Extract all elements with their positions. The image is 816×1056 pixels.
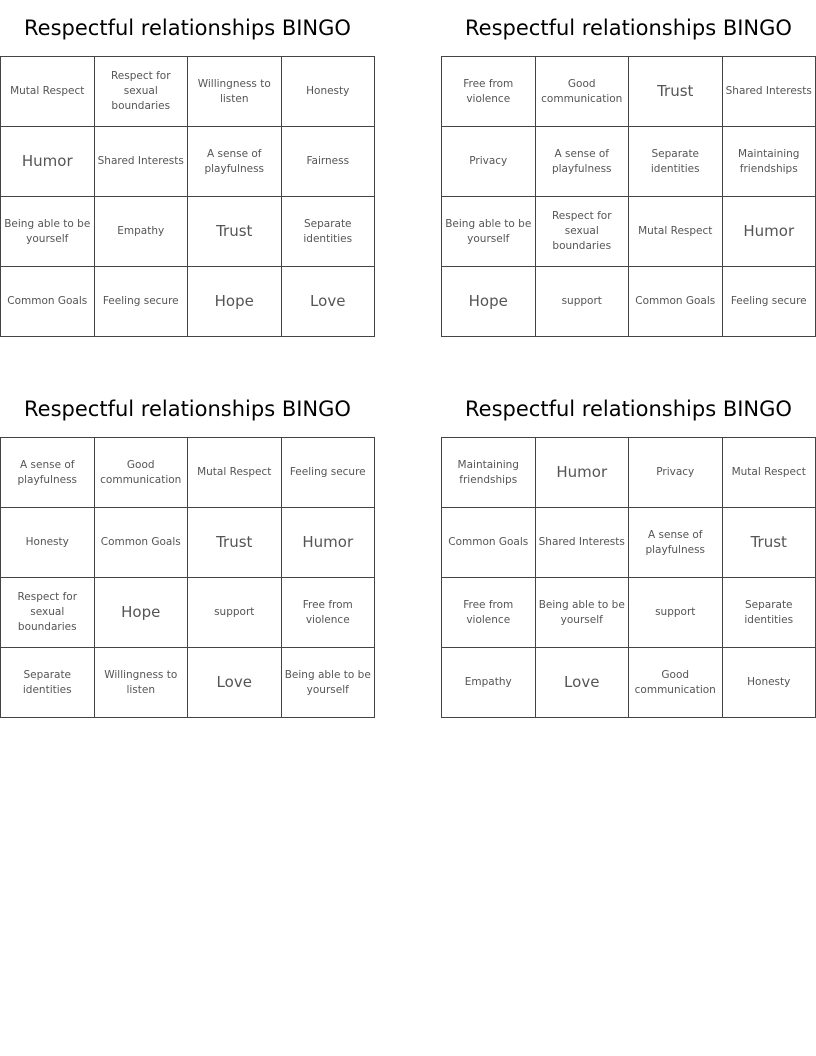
- bingo-cell: Respect for sexual boundaries: [1, 578, 95, 648]
- bingo-card-2: [441, 0, 816, 337]
- bingo-cell: Being able to be yourself: [536, 578, 630, 648]
- bingo-cell: Feeling secure: [723, 267, 816, 337]
- bingo-cell: Free from violence: [442, 578, 536, 648]
- bingo-cell: Honesty: [282, 57, 376, 127]
- bingo-cell: Common Goals: [442, 508, 536, 578]
- bingo-grid: [0, 56, 375, 337]
- bingo-cell: Good communication: [629, 648, 723, 718]
- bingo-cell: support: [629, 578, 723, 648]
- bingo-cell: Hope: [95, 578, 189, 648]
- bingo-cell: A sense of playfulness: [1, 438, 95, 508]
- bingo-cell: Separate identities: [629, 127, 723, 197]
- card-title: Respectful relationships BINGO: [465, 16, 792, 40]
- bingo-cell: Separate identities: [723, 578, 816, 648]
- bingo-cell: Humor: [1, 127, 95, 197]
- bingo-cell: Humor: [723, 197, 816, 267]
- bingo-cell: Shared Interests: [95, 127, 189, 197]
- bingo-cell: Common Goals: [629, 267, 723, 337]
- bingo-cell: Empathy: [442, 648, 536, 718]
- bingo-cell: Humor: [282, 508, 376, 578]
- bingo-cell: support: [188, 578, 282, 648]
- card-title: Respectful relationships BINGO: [24, 397, 351, 421]
- card-title: Respectful relationships BINGO: [465, 397, 792, 421]
- bingo-cell: Separate identities: [282, 197, 376, 267]
- bingo-card-1: [0, 0, 375, 337]
- bingo-cell: Being able to be yourself: [282, 648, 376, 718]
- card-title: Respectful relationships BINGO: [24, 16, 351, 40]
- bingo-cell: Free from violence: [442, 57, 536, 127]
- bingo-cell: Honesty: [723, 648, 816, 718]
- bingo-cell: A sense of playfulness: [629, 508, 723, 578]
- bingo-cell: Love: [282, 267, 376, 337]
- bingo-cell: Mutal Respect: [629, 197, 723, 267]
- bingo-cell: Fairness: [282, 127, 376, 197]
- bingo-cell: Hope: [188, 267, 282, 337]
- bingo-cell: Honesty: [1, 508, 95, 578]
- bingo-cell: support: [536, 267, 630, 337]
- bingo-cell: Feeling secure: [95, 267, 189, 337]
- bingo-cell: Separate identities: [1, 648, 95, 718]
- bingo-cell: Mutal Respect: [188, 438, 282, 508]
- bingo-cell: Common Goals: [95, 508, 189, 578]
- bingo-cell: Mutal Respect: [1, 57, 95, 127]
- bingo-cell: Humor: [536, 438, 630, 508]
- bingo-cell: A sense of playfulness: [536, 127, 630, 197]
- bingo-grid: [0, 437, 375, 718]
- bingo-cell: Trust: [723, 508, 816, 578]
- bingo-cell: Love: [536, 648, 630, 718]
- bingo-cell: Willingness to listen: [188, 57, 282, 127]
- bingo-cell: Trust: [188, 197, 282, 267]
- bingo-cell: Shared Interests: [723, 57, 816, 127]
- bingo-grid: [441, 437, 816, 718]
- bingo-cell: Trust: [188, 508, 282, 578]
- bingo-cell: Common Goals: [1, 267, 95, 337]
- bingo-grid: [441, 56, 816, 337]
- bingo-cell: Hope: [442, 267, 536, 337]
- bingo-cell: Maintaining friendships: [723, 127, 816, 197]
- bingo-cell: Respect for sexual boundaries: [95, 57, 189, 127]
- bingo-cell: Love: [188, 648, 282, 718]
- bingo-cell: Being able to be yourself: [1, 197, 95, 267]
- bingo-card-3: [0, 381, 375, 718]
- bingo-cell: Mutal Respect: [723, 438, 816, 508]
- bingo-cell: Respect for sexual boundaries: [536, 197, 630, 267]
- bingo-card-4: [441, 381, 816, 718]
- bingo-cell: Good communication: [95, 438, 189, 508]
- bingo-cell: Privacy: [629, 438, 723, 508]
- bingo-cell: Privacy: [442, 127, 536, 197]
- bingo-cell: Maintaining friendships: [442, 438, 536, 508]
- bingo-cell: Good communication: [536, 57, 630, 127]
- bingo-cell: Free from violence: [282, 578, 376, 648]
- bingo-cell: Feeling secure: [282, 438, 376, 508]
- bingo-cell: Shared Interests: [536, 508, 630, 578]
- bingo-cell: Empathy: [95, 197, 189, 267]
- bingo-cell: A sense of playfulness: [188, 127, 282, 197]
- bingo-cell: Willingness to listen: [95, 648, 189, 718]
- bingo-cell: Trust: [629, 57, 723, 127]
- bingo-cell: Being able to be yourself: [442, 197, 536, 267]
